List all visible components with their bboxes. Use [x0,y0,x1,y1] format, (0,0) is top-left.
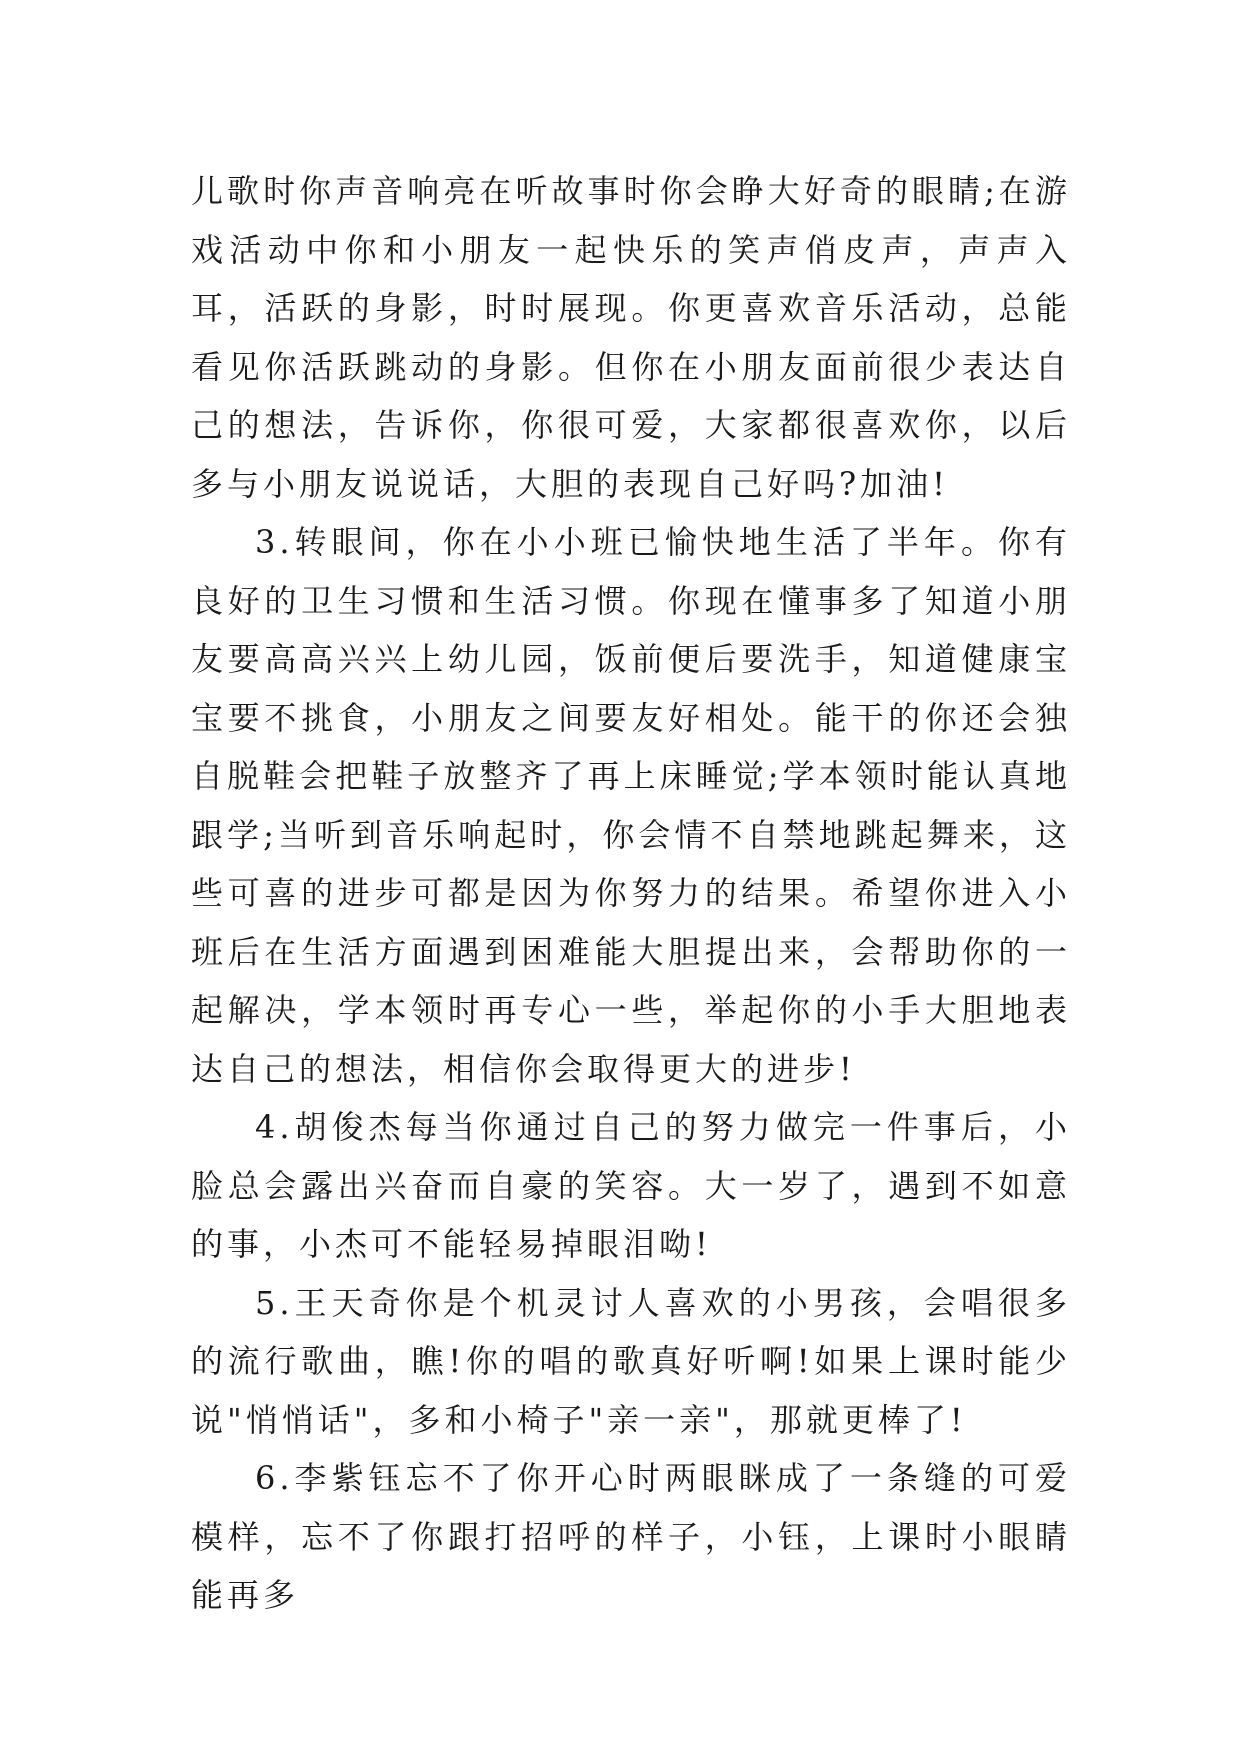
paragraph-item-4: 4.胡俊杰每当你通过自己的努力做完一件事后，小脸总会露出兴奋而自豪的笑容。大一岁了，遇到不如意的事，小杰可不能轻易掉眼泪呦! [191,1108,1071,1263]
paragraph-item-3: 3.转眼间，你在小小班已愉快地生活了半年。你有良好的卫生习惯和生活习惯。你现在懂事多了知道小朋友要高高兴兴上幼儿园，饭前便后要洗手，知道健康宝宝要不挑食，小朋友之间要友好相处。能干的你还会独自脱鞋会把鞋子放整齐了再上床睡觉;学本领时能认真地跟学;当听到音乐响起时，你会情不自禁地跳起舞来，这些可喜的进步可都是因为你努力的结果。希望你进入小班后在生活方面遇到困难能大胆提出来，会帮助你的一起解决，学本领时再专心一些，举起你的小手大胆地表达自己的想法，相信你会取得更大的进步! [191,523,1071,1088]
paragraph-item-6: 6.李紫钰忘不了你开心时两眼眯成了一条缝的可爱模样，忘不了你跟打招呼的样子，小钰，上课时小眼睛能再多 [191,1459,1071,1614]
document-body [191,162,1071,1625]
paragraph-item-5: 5.王天奇你是个机灵讨人喜欢的小男孩，会唱很多的流行歌曲，瞧!你的唱的歌真好听啊!如果上课时能少说"悄悄话"，多和小椅子"亲一亲"，那就更棒了! [191,1283,1071,1439]
paragraph-continuation: 儿歌时你声音响亮在听故事时你会睁大好奇的眼睛;在游戏活动中你和小朋友一起快乐的笑声俏皮声，声声入耳，活跃的身影，时时展现。你更喜欢音乐活动，总能看见你活跃跳动的身影。但你在小朋友面前很少表达自己的想法，告诉你，你很可爱，大家都很喜欢你，以后多与小朋友说说话，大胆的表现自己好吗?加油! [191,172,1071,503]
